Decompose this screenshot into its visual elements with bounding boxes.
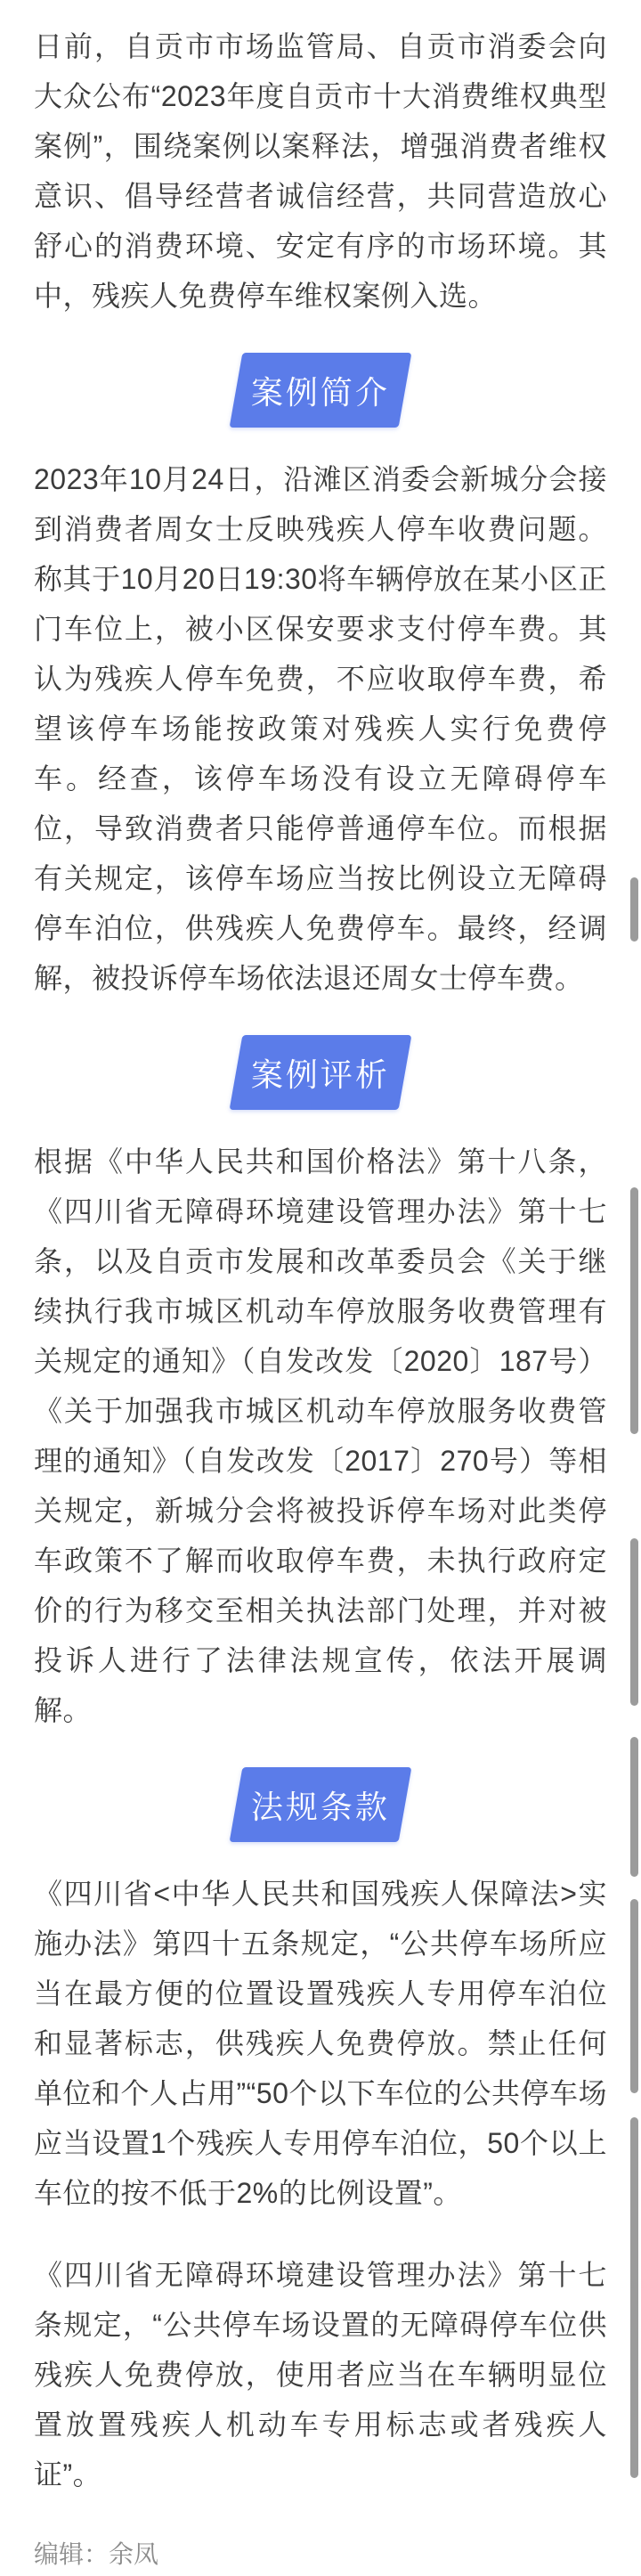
section-badge-legal-provisions — [230, 1767, 412, 1842]
legal-provision-paragraph-1: 《四川省<中华人民共和国残疾人保障法>实施办法》第四十五条规定，“公共停车场所应当在最方便的位置设置残疾人专用停车泊位和显著标志，供残疾人免费停放。禁止任何单位和个人占用”“50个以下车位的公共停车场应当设置1个残疾人专用停车泊位，50个以上车位的按不低于2%的比例设置”。 — [34, 1878, 607, 2209]
badge-label-case-analysis: 案例评析 — [250, 1056, 390, 1093]
scrollbar-thumb-segment[interactable] — [630, 1187, 638, 1434]
scrollbar-thumb-segment[interactable] — [630, 2117, 638, 2478]
scrollbar-thumb-segment[interactable] — [630, 877, 638, 942]
badge-label-case-summary: 案例简介 — [250, 373, 390, 411]
case-summary-paragraph: 2023年10月24日，沿滩区消委会新城分会接到消费者周女士反映残疾人停车收费问题。称其于10月20日19:30将车辆停放在某小区正门车位上，被小区保安要求支付停车费。其认为残疾人停车免费，不应收取停车费，希望该停车场能按政策对残疾人实行免费停车。经查，该停车场没有设立无障碍停车位，导致消费者只能停普通停车位。而根据有关规定，该停车场应当按比例设立无障碍停车泊位，供残疾人免费停车。最终，经调解，被投诉停车场依法退还周女士停车费。 — [34, 463, 607, 994]
editor-credit: 编辑：余凤 — [34, 2540, 159, 2568]
section-badge-case-analysis — [230, 1035, 412, 1110]
intro-paragraph: 日前，自贡市市场监管局、自贡市消委会向大众公布“2023年度自贡市十大消费维权典型案例”，围绕案例以案释法，增强消费者维权意识、倡导经营者诚信经营，共同营造放心舒心的消费环境、安定有序的市场环境。其中，残疾人免费停车维权案例入选。 — [34, 30, 607, 312]
scrollbar-thumb-segment[interactable] — [630, 1538, 638, 1706]
legal-provision-paragraph-2: 《四川省无障碍环境建设管理办法》第十七条规定，“公共停车场设置的无障碍停车位供残疾人免费停放，使用者应当在车辆明显位置放置残疾人机动车专用标志或者残疾人证”。 — [34, 2259, 607, 2490]
badge-label-legal-provisions: 法规条款 — [250, 1788, 390, 1825]
section-badge-case-summary — [230, 353, 412, 428]
scrollbar-thumb-segment[interactable] — [630, 1737, 638, 1877]
case-analysis-paragraph: 根据《中华人民共和国价格法》第十八条，《四川省无障碍环境建设管理办法》第十七条，以及自贡市发展和改革委员会《关于继续执行我市城区机动车停放服务收费管理有关规定的通知》（自发改发〔2020〕187号）《关于加强我市城区机动车停放服务收费管理的通知》（自发改发〔2017〕270号）等相关规定，新城分会将被投诉停车场对此类停车政策不了解而收取停车费，未执行政府定价的行为移交至相关执法部门处理，并对被投诉人进行了法律法规宣传，依法开展调解。 — [34, 1145, 607, 1726]
scrollbar-thumb-segment[interactable] — [630, 1899, 638, 2093]
